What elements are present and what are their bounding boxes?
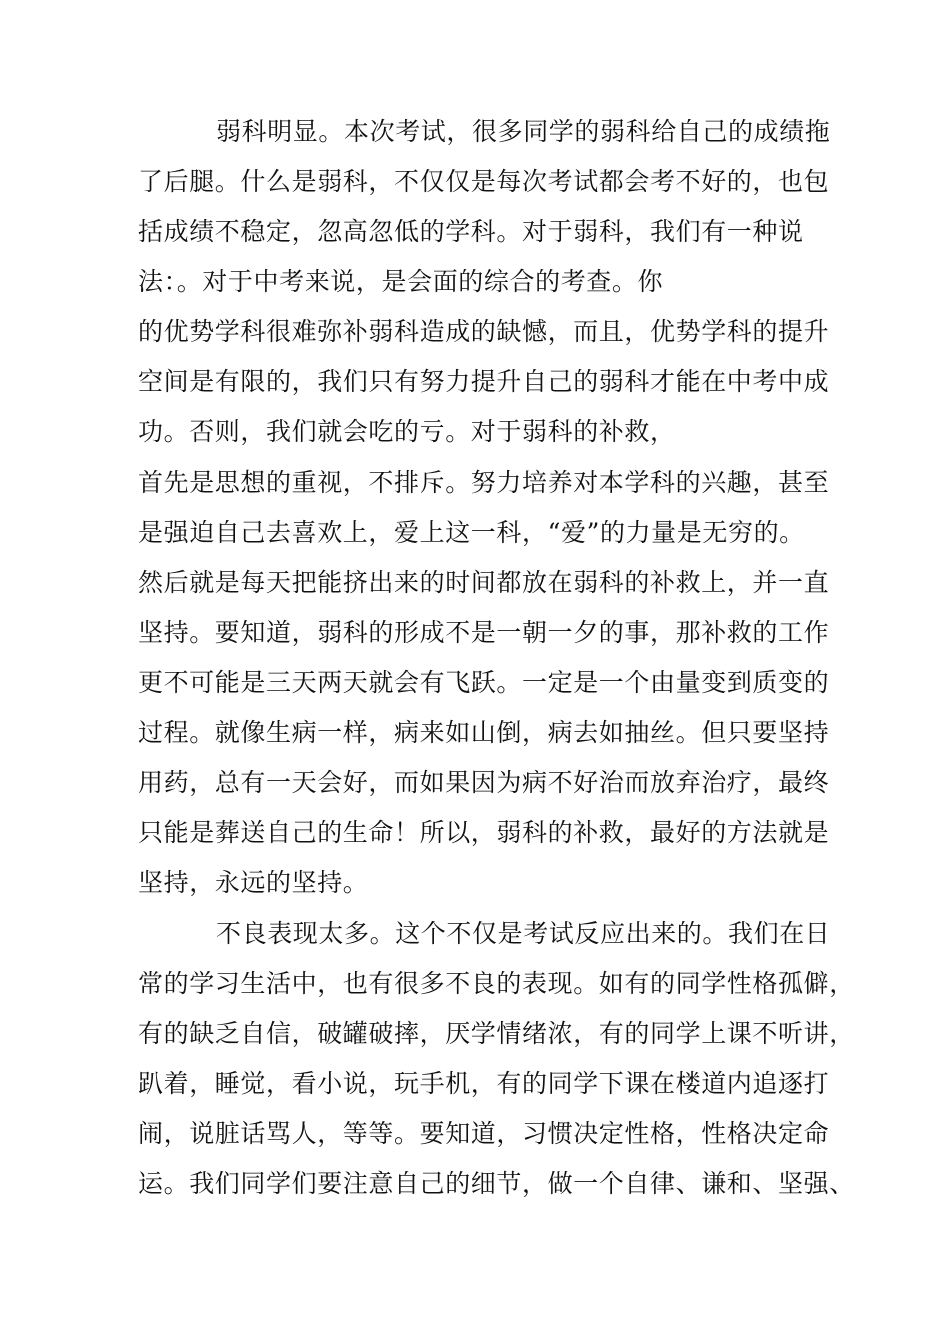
text-line: 是强迫自己去喜欢上，爱上这一科，“爱”的力量是无穷的。 <box>138 518 805 547</box>
text-line: 坚持。要知道，弱科的形成不是一朝一夕的事，那补救的工作 <box>138 618 830 647</box>
text-line: 然后就是每天把能挤出来的时间都放在弱科的补救上，并一直 <box>138 568 830 597</box>
text-line: 不良表现太多。这个不仅是考试反应出来的。我们在日 <box>216 919 831 948</box>
text-line: 趴着，睡觉，看小说，玩手机，有的同学下课在楼道内追逐打 <box>138 1069 830 1098</box>
text-line: 了后腿。什么是弱科，不仅仅是每次考试都会考不好的，也包 <box>138 167 830 196</box>
text-line: 运。我们同学们要注意自己的细节，做一个自律、谦和、坚强、 <box>138 1169 855 1198</box>
text-line: 括成绩不稳定，忽高忽低的学科。对于弱科，我们有一种说 <box>138 217 804 246</box>
text-line: 功。否则，我们就会吃的亏。对于弱科的补救， <box>138 417 676 446</box>
text-line: 首先是思想的重视，不排斥。努力培养对本学科的兴趣，甚至 <box>138 468 830 497</box>
text-line: 常的学习生活中，也有很多不良的表现。如有的同学性格孤僻， <box>138 969 855 998</box>
text-line: 弱科明显。本次考试，很多同学的弱科给自己的成绩拖 <box>216 117 831 146</box>
text-line: 有的缺乏自信，破罐破摔，厌学情绪浓，有的同学上课不听讲， <box>138 1019 855 1048</box>
text-line: 过程。就像生病一样，病来如山倒，病去如抽丝。但只要坚持 <box>138 718 830 747</box>
text-line: 空间是有限的，我们只有努力提升自己的弱科才能在中考中成 <box>138 367 830 396</box>
text-line: 法：。对于中考来说，是会面的综合的考查。你 <box>138 267 664 296</box>
text-line: 闹，说脏话骂人，等等。要知道，习惯决定性格，性格决定命 <box>138 1119 830 1148</box>
text-line: 更不可能是三天两天就会有飞跃。一定是一个由量变到质变的 <box>138 668 830 697</box>
text-line: 坚持，永远的坚持。 <box>138 868 369 897</box>
text-line: 的优势学科很难弥补弱科造成的缺憾，而且，优势学科的提升 <box>138 317 830 346</box>
text-line: 用药，总有一天会好，而如果因为病不好治而放弃治疗，最终 <box>138 768 830 797</box>
text-line: 只能是葬送自己的生命！所以，弱科的补救，最好的方法就是 <box>138 818 830 847</box>
